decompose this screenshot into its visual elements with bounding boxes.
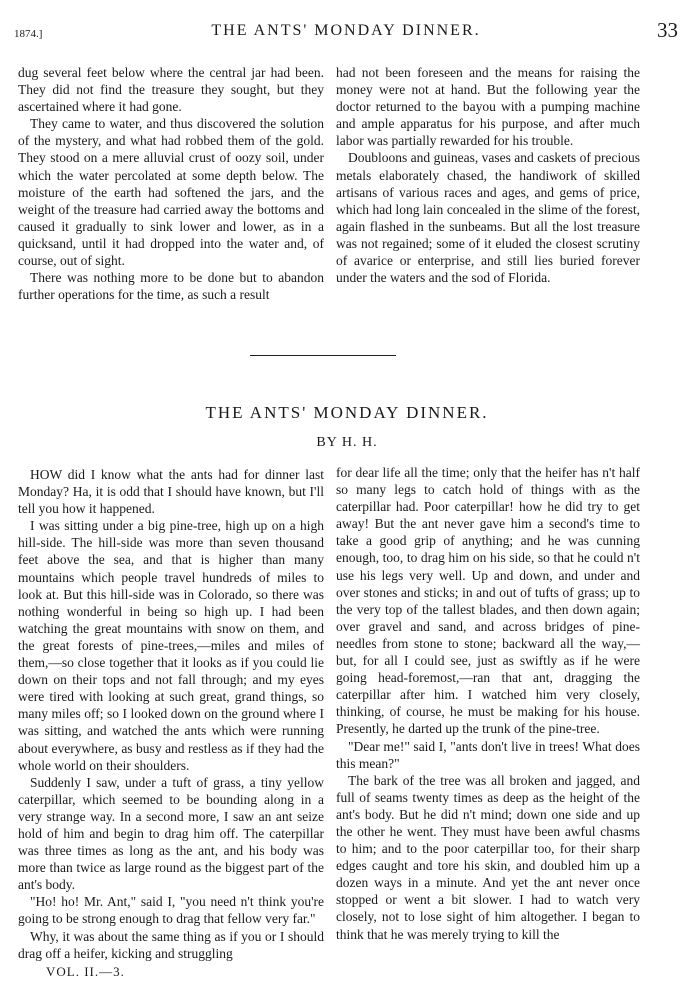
byline: BY H. H.	[316, 435, 378, 450]
paragraph: HOW did I know what the ants had for dinner last Monday? Ha, it is odd that I should have known, but I'll tell you how it happened.	[18, 467, 324, 517]
continued-article-left-column	[18, 64, 324, 303]
paragraph: "Dear me!" said I, "ants don't live in trees! What does this mean?"	[336, 738, 640, 771]
story-right-column	[336, 464, 640, 943]
paragraph: Suddenly I saw, under a tuft of grass, a tiny yellow caterpillar, which seemed to be bounding along in a very strange way. In a second more, I saw an ant seize hold of him and begin to drag him off. The caterpillar was three times as long as the ant, and his body was more than twice as large round as the biggest part of the ant's body.	[18, 774, 324, 893]
header-year: 1874.]	[14, 28, 43, 40]
story-left-column	[18, 466, 324, 962]
paragraph: I was sitting under a big pine-tree, high up on a high hill-side. The hill-side was more than seven thousand feet above the sea, and that is higher than many mountains which people travel hundreds of miles to look at. But this hill-side was in Colorado, so there was nothing wonderful in being so high up. I had been watching the great mountains with snow on them, and the great forests of pine-trees,—miles and miles of them,—so close together that it looks as if you could lie down on their tops and not fall through; and my eyes were tired with looking at such great, grand things, so many miles off; so I looked down on the ground where I was sitting, and watched the ants which were running about everywhere, as busy and restless as if they had the whole world on their shoulders.	[18, 518, 324, 773]
continued-article-right-column	[336, 64, 640, 286]
paragraph: Doubloons and guineas, vases and caskets of precious metals elaborately chased, the handiwork of skilled artisans of various races and ages, and gems of price, which had long lain concealed in the slime of the forest, again flashed in the sunbeams. But all the lost treasure was not regained; some of it eluded the closest scrutiny of avarice or enterprise, and still lies buried forever under the waters and the sod of Florida.	[336, 150, 640, 286]
paragraph: They came to water, and thus discovered the solution of the mystery, and what had robbed them of the gold. They stood on a mere alluvial crust of oozy soil, under which the water percolated at some depth below. The moisture of the earth had softened the jars, and the weight of the treasure had carried away the bottoms and caused it gradually to sink lower and lower, as in a quicksand, until it had dropped into the water and, of course, out of sight.	[18, 116, 324, 269]
paragraph: The bark of the tree was all broken and jagged, and full of seams twenty times as deep as the height of the ant's body. But he did n't mind; down one side and up the other he went. They must have been awful chasms to him; and to the poor caterpillar too, for their sharp edges caught and tore his skin, and doubled him up a dozen ways in a minute. And yet the ant never once stopped or went a bit slower. I had to watch very closely, not to lose sight of him altogether. I began to think that he was merely trying to kill the	[336, 772, 640, 942]
running-title: THE ANTS' MONDAY DINNER.	[211, 22, 481, 39]
page-number: 33	[657, 18, 678, 42]
section-divider	[250, 355, 396, 356]
paragraph: for dear life all the time; only that the heifer has n't half so many legs to catch hold of things with as the caterpillar had. Poor caterpillar! how he did try to get away! But the ant never gave him a second's time to take a good grip of anything; and he was cunning enough, too, to drag him on his side, so that he could n't use his legs very well. Up and down, and under and over stones and sticks; in and out of tufts of grass; up to the very top of the tallest blades, and then down again; over gravel and sand, and across bridges of pine-needles from stone to stone; backward all the way,—but, for all I could see, just as swiftly as if he were going head-foremost,—ran that ant, dragging the caterpillar after him. I watched him very closely, thinking, of course, he must be making for his house. Presently, he darted up the trunk of the pine-tree.	[336, 465, 640, 737]
story-title: THE ANTS' MONDAY DINNER.	[205, 403, 489, 422]
signature-mark: VOL. II.—3.	[46, 964, 125, 979]
paragraph: Why, it was about the same thing as if you or I should drag off a heifer, kicking and struggling	[18, 928, 324, 961]
paragraph: had not been foreseen and the means for raising the money were not at hand. But the following year the doctor returned to the bayou with a pumping machine and ample apparatus for his purpose, and after much labor was partially rewarded for his trouble.	[336, 65, 640, 149]
paragraph: There was nothing more to be done but to abandon further operations for the time, as such a result	[18, 270, 324, 303]
running-header	[14, 18, 678, 46]
paragraph: dug several feet below where the central jar had been. They did not find the treasure they sought, but they ascertained where it had gone.	[18, 65, 324, 115]
paragraph: "Ho! ho! Mr. Ant," said I, "you need n't think you're going to be strong enough to drag that fellow very far."	[18, 894, 324, 927]
